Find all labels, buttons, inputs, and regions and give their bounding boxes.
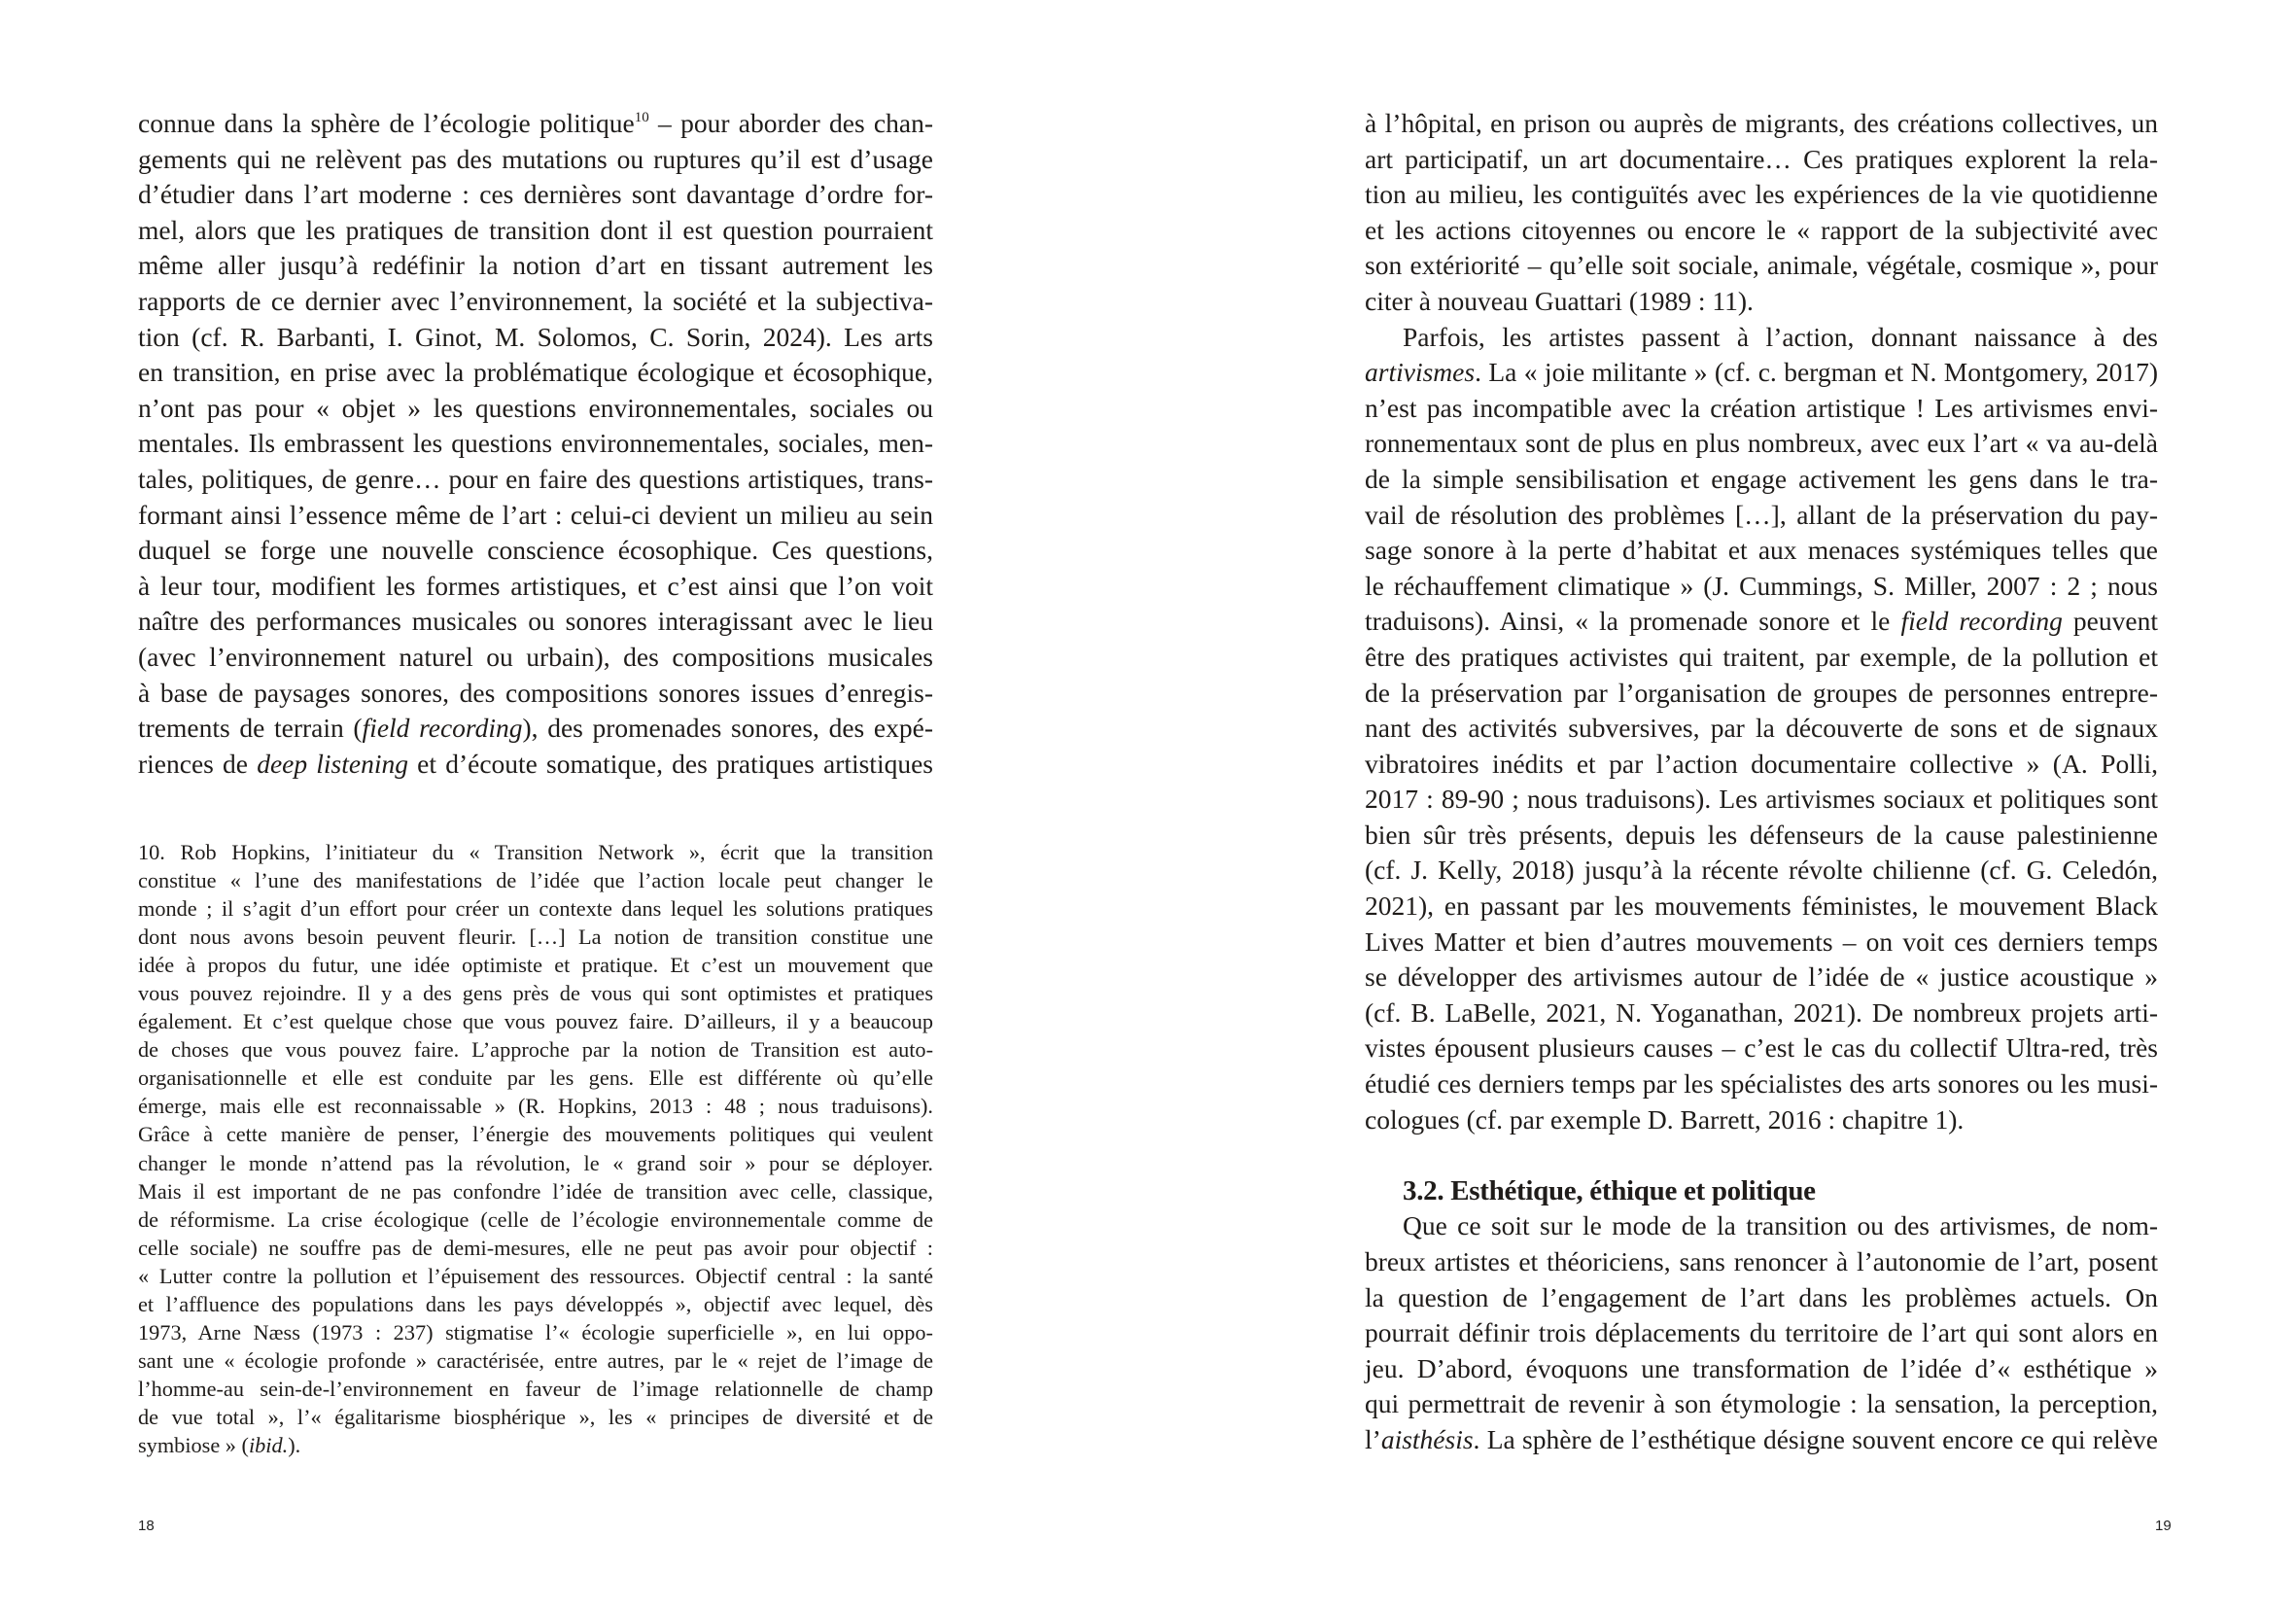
text-run: Que ce soit sur le mode de la transition ou des artivismes, de nom- [1403, 1210, 2158, 1241]
text-run: jeu. D’abord, évoquons une transformation de l’idée d’« esthétique » [1365, 1352, 2158, 1383]
text-line [1365, 1351, 2158, 1387]
text-run: n’est pas incompatible avec la création artistique ! Les artivismes envi- [1365, 392, 2158, 423]
text-line [138, 1290, 933, 1318]
text-line [138, 1177, 933, 1205]
text-line [138, 498, 933, 534]
text-line [1365, 213, 2158, 249]
text-line [138, 248, 933, 284]
text-run: ronnementaux sont de plus en plus nombreux, avec eux l’art « va au-delà [1365, 428, 2158, 459]
text-line [138, 1092, 933, 1120]
footnote-reference[interactable]: 10 [634, 110, 649, 125]
text-run: n’ont pas pour « objet » les questions environnementales, sociales ou [138, 392, 933, 423]
text-line [138, 1431, 933, 1459]
text-run: . La sphère de l’esthétique désigne souvent encore ce qui relève [1473, 1423, 2158, 1454]
italic-term: field recording [362, 713, 523, 744]
left-body-text [138, 106, 933, 782]
text-line [1365, 711, 2158, 747]
page-number: 18 [138, 1518, 155, 1534]
text-line [138, 838, 933, 866]
text-line [1365, 533, 2158, 569]
section-body-lines [1365, 1208, 2158, 1457]
section-gap [1365, 1137, 2158, 1173]
text-line [138, 284, 933, 320]
text-run: idée à propos du futur, une idée optimiste et pratique. Et c’est un mouvement que [138, 953, 933, 978]
text-run: traduisons). Ainsi, « la promenade sonore et le [1365, 606, 1901, 637]
text-run: naître des performances musicales ou sonores interagissant avec le lieu [138, 606, 933, 637]
text-line [1365, 1066, 2158, 1102]
text-line [138, 1262, 933, 1290]
text-line [138, 640, 933, 676]
text-line [138, 676, 933, 712]
text-line [1365, 1244, 2158, 1280]
text-run: l’homme-au sein-de-l’environnement en faveur de l’image relationnelle de champ [138, 1376, 933, 1401]
text-run: 2017 : 89-90 ; nous traduisons). Les artivismes sociaux et politiques sont [1365, 784, 2158, 815]
text-line [1365, 747, 2158, 783]
text-run: duquel se forge une nouvelle conscience écosophique. Ces questions, [138, 535, 933, 566]
text-line [138, 106, 933, 142]
text-run: citer à nouveau Guattari (1989 : 11). [1365, 285, 1754, 316]
text-run: trements de terrain ( [138, 713, 363, 744]
text-run: qui permettrait de revenir à son étymologie : la sensation, la perception, [1365, 1388, 2158, 1419]
text-run: vibratoires inédits et par l’action documentaire collective » (A. Polli, [1365, 748, 2158, 779]
text-run: constitue « l’une des manifestations de l’idée que l’action locale peut changer le [138, 868, 933, 893]
text-run: peuvent [2062, 606, 2158, 637]
text-line [1365, 604, 2158, 640]
text-run: nant des activités subversives, par la découverte de sons et de signaux [1365, 713, 2158, 744]
text-run: cologues (cf. par exemple D. Barrett, 2016 : chapitre 1). [1365, 1103, 1965, 1135]
text-run: Mais il est important de ne pas confondre l’idée de transition avec celle, classique, [138, 1178, 933, 1204]
text-run: se développer des artivismes autour de l’idée de « justice acoustique » [1365, 961, 2158, 993]
right-body-text [1365, 106, 2158, 1458]
text-run: la question de l’engagement de l’art dans les problèmes actuels. On [1365, 1281, 2158, 1312]
text-run: dont nous avons besoin peuvent fleurir. […] La notion de transition constitue une [138, 925, 933, 950]
text-run: et l’affluence des populations dans les pays développés », objectif avec lequel, dès [138, 1291, 933, 1316]
text-run: ). [288, 1432, 301, 1457]
text-line [138, 1064, 933, 1092]
text-run: être des pratiques activistes qui traitent, par exemple, de la pollution et [1365, 641, 2158, 672]
text-line [138, 142, 933, 178]
text-line [1365, 462, 2158, 498]
text-run: breux artistes et théoriciens, sans renoncer à l’autonomie de l’art, posent [1365, 1246, 2158, 1276]
text-run: le réchauffement climatique » (J. Cummings, S. Miller, 2007 : 2 ; nous [1365, 570, 2158, 601]
text-run: à l’hôpital, en prison ou auprès de migrants, des créations collectives, un [1365, 108, 2158, 138]
text-line [1365, 889, 2158, 925]
text-run: riences de [138, 748, 258, 779]
text-line [1365, 853, 2158, 889]
text-line [138, 604, 933, 640]
text-run: d’étudier dans l’art moderne : ces dernières sont davantage d’ordre for- [138, 179, 933, 210]
text-run: tion au milieu, les contiguïtés avec les expériences de la vie quotidienne [1365, 179, 2158, 210]
text-run: formant ainsi l’essence même de l’art : celui-ci devient un milieu au sein [138, 499, 933, 530]
text-line [1365, 676, 2158, 712]
italic-term: ibid. [248, 1432, 289, 1457]
text-run: sage sonore à la perte d’habitat et aux menaces systémiques telles que [1365, 535, 2158, 566]
text-run: monde ; il s’agit d’un effort pour créer un contexte dans lequel les solutions pratiques [138, 896, 933, 922]
section-heading: 3.2. Esthétique, éthique et politique [1403, 1174, 1816, 1206]
text-line [138, 355, 933, 391]
text-line [138, 462, 933, 498]
text-line [138, 1007, 933, 1035]
text-run: Grâce à cette manière de penser, l’énergie des mouvements politiques qui veulent [138, 1122, 933, 1147]
text-run: mentales. Ils embrassent les questions environnementales, sociales, men- [138, 428, 933, 459]
text-line [1365, 426, 2158, 462]
text-run: émerge, mais elle est reconnaissable » (R. Hopkins, 2013 : 48 ; nous traduisons). [138, 1094, 933, 1119]
text-run: l’ [1365, 1423, 1381, 1454]
text-line [1365, 1031, 2158, 1066]
text-run: à base de paysages sonores, des compositions sonores issues d’enregis- [138, 677, 933, 708]
text-line [138, 213, 933, 249]
text-line [1365, 1422, 2158, 1458]
text-line [138, 979, 933, 1007]
text-line [1365, 1102, 2158, 1138]
text-run: de vue total », l’« égalitarisme biosphérique », les « principes de diversité et de [138, 1404, 933, 1429]
text-line [1365, 996, 2158, 1031]
text-line [138, 1035, 933, 1064]
text-line [1365, 818, 2158, 854]
text-line [138, 711, 933, 747]
text-run: 1973, Arne Næss (1973 : 237) stigmatise l’« écologie superficielle », en lui oppo- [138, 1319, 933, 1345]
text-line [138, 951, 933, 979]
text-line [1365, 1386, 2158, 1422]
text-run: sant une « écologie profonde » caractérisée, entre autres, par le « rejet de l’image de [138, 1347, 933, 1373]
italic-term: deep listening [257, 748, 408, 779]
text-run: organisationnelle et elle est conduite par les gens. Elle est différente où qu’elle [138, 1066, 933, 1091]
text-line [138, 1120, 933, 1148]
text-run: vous pouvez rejoindre. Il y a des gens près de vous qui sont optimistes et pratiques [138, 981, 933, 1006]
text-run: mel, alors que les pratiques de transition dont il est question pourraient [138, 214, 933, 245]
text-run: . La « joie militante » (cf. c. bergman et N. Montgomery, 2017) [1475, 357, 2158, 388]
text-run: celle sociale) ne souffre pas de demi-mesures, elle ne peut pas avoir pour objectif : [138, 1235, 933, 1260]
text-run: en transition, en prise avec la problématique écologique et écosophique, [138, 357, 933, 388]
italic-term: artivismes [1365, 357, 1476, 388]
text-run: également. Et c’est quelque chose que vous pouvez faire. D’ailleurs, il y a beaucoup [138, 1009, 933, 1034]
text-line [1365, 142, 2158, 178]
text-run: (cf. J. Kelly, 2018) jusqu’à la récente révolte chilienne (cf. G. Celedón, [1365, 855, 2158, 886]
text-line [1365, 925, 2158, 961]
text-run: ), des promenades sonores, des expé- [522, 713, 933, 744]
text-line [1365, 569, 2158, 605]
text-line [1365, 1315, 2158, 1351]
text-run: (avec l’environnement naturel ou urbain), des compositions musicales [138, 641, 933, 672]
text-run: – pour aborder des chan- [648, 108, 933, 138]
text-line [138, 569, 933, 605]
page-number: 19 [2155, 1518, 2172, 1534]
text-line [1365, 248, 2158, 284]
text-line [1365, 284, 2158, 320]
text-line [1365, 640, 2158, 676]
text-line [138, 177, 933, 213]
text-line [138, 1375, 933, 1403]
text-line [138, 894, 933, 923]
right-page [1148, 0, 2296, 1607]
text-run: 10. Rob Hopkins, l’initiateur du « Transition Network », écrit que la transition [138, 840, 933, 864]
text-line [1365, 960, 2158, 996]
text-run: étudié ces derniers temps par les spécialistes des arts sonores ou les musi- [1365, 1068, 2158, 1100]
text-line [1365, 782, 2158, 818]
text-run: 2021), en passant par les mouvements féministes, le mouvement Black [1365, 891, 2158, 922]
text-run: pourrait définir trois déplacements du territoire de l’art qui sont alors en [1365, 1317, 2158, 1348]
text-line [138, 533, 933, 569]
text-line [1365, 1280, 2158, 1316]
text-run: symbiose » ( [138, 1432, 249, 1457]
text-run: Lives Matter et bien d’autres mouvements – on voit ces derniers temps [1365, 926, 2158, 957]
text-run: son extériorité – qu’elle soit sociale, animale, végétale, cosmique », pour [1365, 250, 2158, 281]
text-line [1365, 177, 2158, 213]
text-run: vistes épousent plusieurs causes – c’est le cas du collectif Ultra-red, très [1365, 1032, 2158, 1064]
text-run: rapports de ce dernier avec l’environnement, la société et la subjectiva- [138, 285, 933, 316]
text-run: à leur tour, modifient les formes artistiques, et c’est ainsi que l’on voit [138, 570, 933, 601]
italic-term: aisthésis [1380, 1423, 1474, 1454]
text-line [1365, 106, 2158, 142]
text-line [138, 1205, 933, 1234]
text-run: art participatif, un art documentaire… Ces pratiques explorent la rela- [1365, 143, 2158, 174]
text-line [1365, 320, 2158, 356]
text-line [138, 747, 933, 783]
right-body-lines [1365, 106, 2158, 1137]
text-run: bien sûr très présents, depuis les défenseurs de la cause palestinienne [1365, 819, 2158, 850]
text-run: « Lutter contre la pollution et l’épuisement des ressources. Objectif central : la santé [138, 1263, 933, 1288]
italic-term: field recording [1900, 606, 2063, 637]
text-line [138, 1346, 933, 1375]
text-run: vail de résolution des problèmes […], allant de la préservation du pay- [1365, 499, 2158, 530]
text-run: connue dans la sphère de l’écologie politique [138, 108, 635, 138]
text-run: gements qui ne relèvent pas des mutations ou ruptures qu’il est d’usage [138, 143, 933, 174]
text-run: (cf. B. LaBelle, 2021, N. Yoganathan, 2021). De nombreux projets arti- [1365, 996, 2158, 1028]
text-line [138, 1234, 933, 1262]
text-run: Parfois, les artistes passent à l’action, donnant naissance à des [1403, 321, 2158, 352]
text-line [1365, 355, 2158, 391]
text-line [138, 320, 933, 356]
text-line [1365, 391, 2158, 427]
text-line [138, 923, 933, 951]
footnote-10 [138, 838, 933, 1459]
text-line [138, 1149, 933, 1177]
text-run: de réformisme. La crise écologique (celle de l’écologie environnementale comme de [138, 1206, 933, 1232]
text-run: même aller jusqu’à redéfinir la notion d’art en tissant autrement les [138, 250, 933, 281]
text-line [1365, 498, 2158, 534]
text-line [1365, 1208, 2158, 1244]
text-line [138, 866, 933, 894]
text-line [138, 1318, 933, 1346]
text-line [138, 391, 933, 427]
text-line [138, 1403, 933, 1431]
text-run: changer le monde n’attend pas la révolution, le « grand soir » pour se déployer. [138, 1150, 933, 1175]
text-line [138, 426, 933, 462]
text-run: tion (cf. R. Barbanti, I. Ginot, M. Solomos, C. Sorin, 2024). Les arts [138, 321, 933, 352]
text-run: de la préservation par l’organisation de groupes de personnes entrepre- [1365, 677, 2158, 708]
text-run: et d’écoute somatique, des pratiques artistiques [408, 748, 933, 779]
text-run: et les actions citoyennes ou encore le « rapport de la subjectivité avec [1365, 214, 2158, 245]
text-run: tales, politiques, de genre… pour en faire des questions artistiques, trans- [138, 463, 933, 494]
text-run: de choses que vous pouvez faire. L’approche par la notion de Transition est auto- [138, 1037, 933, 1063]
text-run: de la simple sensibilisation et engage activement les gens dans le tra- [1365, 463, 2158, 494]
